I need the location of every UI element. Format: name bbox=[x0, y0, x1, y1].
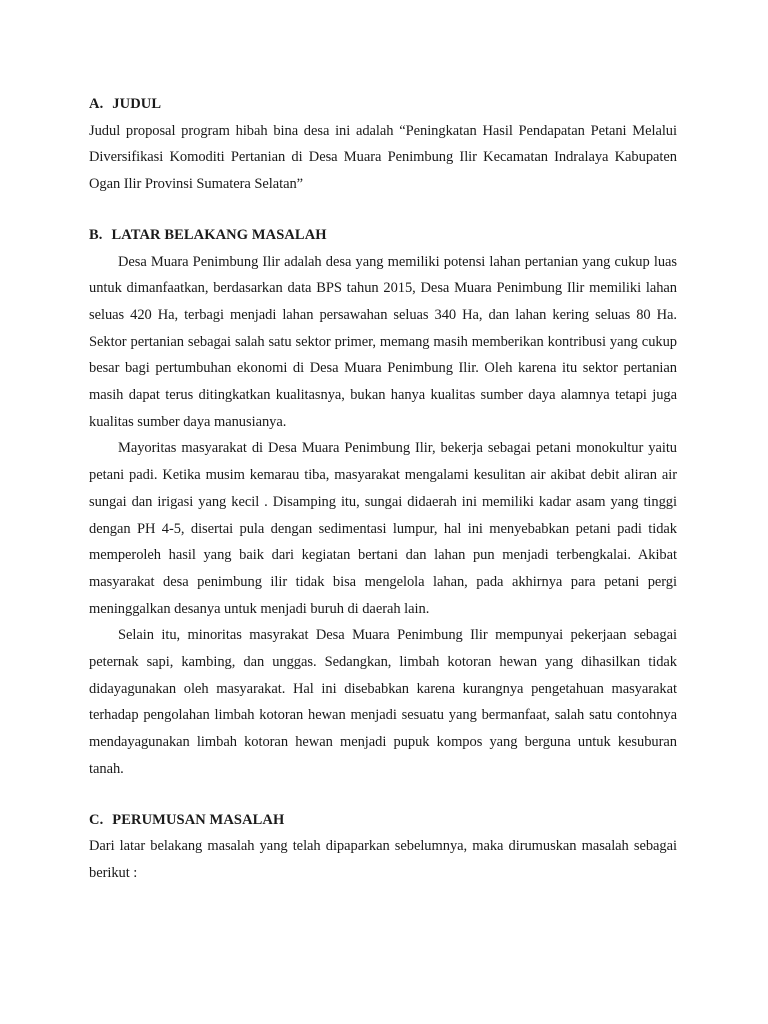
section-spacer bbox=[89, 198, 677, 222]
section-latar-belakang bbox=[89, 222, 677, 783]
section-perumusan-masalah bbox=[89, 807, 677, 887]
paragraph-latar-belakang-3: Selain itu, minoritas masyrakat Desa Muara Penimbung Ilir mempunyai pekerjaan sebagai peternak sapi, kambing, dan unggas. Sedangkan, limbah kotoran hewan yang dihasilkan tidak didayagunakan oleh masyarakat. Hal ini disebabkan karena kurangnya pengetahuan masyarakat terhadap pengolahan limbah kotoran hewan menjadi sesuatu yang bermanfaat, salah satu contohnya mendayagunakan limbah kotoran hewan menjadi pupuk kompos yang berguna untuk kesuburan tanah. bbox=[89, 627, 677, 777]
section-heading-latar-belakang bbox=[89, 222, 677, 249]
section-title: JUDUL bbox=[112, 96, 162, 112]
section-number: A. bbox=[89, 96, 104, 112]
paragraph-latar-belakang-2: Mayoritas masyarakat di Desa Muara Penimbung Ilir, bekerja sebagai petani monokultur yaitu petani padi. Ketika musim kemarau tiba, masyarakat mengalami kesulitan air akibat debit aliran air sungai dan irigasi yang kecil . Disamping itu, sungai didaerah ini memiliki kadar asam yang tinggi dengan PH 4-5, disertai pula dengan sedimentasi lumpur, hal ini menyebabkan petani padi tidak memperoleh hasil yang baik dari kegiatan bertani dan lahan pun menjadi terbengkalai. Akibat masyarakat desa penimbung ilir tidak bisa mengelola lahan, pada akhirnya para petani pergi meninggalkan desanya untuk menjadi buruh di daerah lain. bbox=[89, 440, 677, 617]
paragraph-judul: Judul proposal program hibah bina desa ini adalah “Peningkatan Hasil Pendapatan Petani Melalui Diversifikasi Komoditi Pertanian di Desa Muara Penimbung Ilir Kecamatan Indralaya Kabupaten Ogan Ilir Provinsi Sumatera Selatan” bbox=[89, 122, 677, 193]
paragraph-latar-belakang-1: Desa Muara Penimbung Ilir adalah desa yang memiliki potensi lahan pertanian yang cukup luas untuk dimanfaatkan, berdasarkan data BPS tahun 2015, Desa Muara Penimbung Ilir memiliki lahan seluas 420 Ha, terbagi menjadi lahan persawahan seluas 340 Ha, dan lahan kering seluas 80 Ha. Sektor pertanian sebagai salah satu sektor primer, memang masih memberikan kontribusi yang cukup besar bagi pertumbuhan ekonomi di Desa Muara Penimbung Ilir. Oleh karena itu sektor pertanian masih dapat terus ditingkatkan kualitasnya, bukan hanya kualitas sumber daya alamnya tetapi juga kualitas sumber daya manusianya. bbox=[89, 253, 677, 430]
section-number: C. bbox=[89, 811, 104, 828]
section-heading-judul bbox=[89, 91, 677, 118]
section-title: LATAR BELAKANG MASALAH bbox=[111, 226, 327, 243]
section-spacer bbox=[89, 783, 677, 807]
section-number: B. bbox=[89, 226, 103, 243]
section-heading-perumusan-masalah bbox=[89, 807, 677, 834]
section-judul bbox=[89, 91, 677, 198]
paragraph-perumusan-masalah: Dari latar belakang masalah yang telah dipaparkan sebelumnya, maka dirumuskan masalah sebagai berikut : bbox=[89, 838, 677, 881]
document-page bbox=[89, 91, 677, 887]
section-title: PERUMUSAN MASALAH bbox=[112, 811, 285, 828]
